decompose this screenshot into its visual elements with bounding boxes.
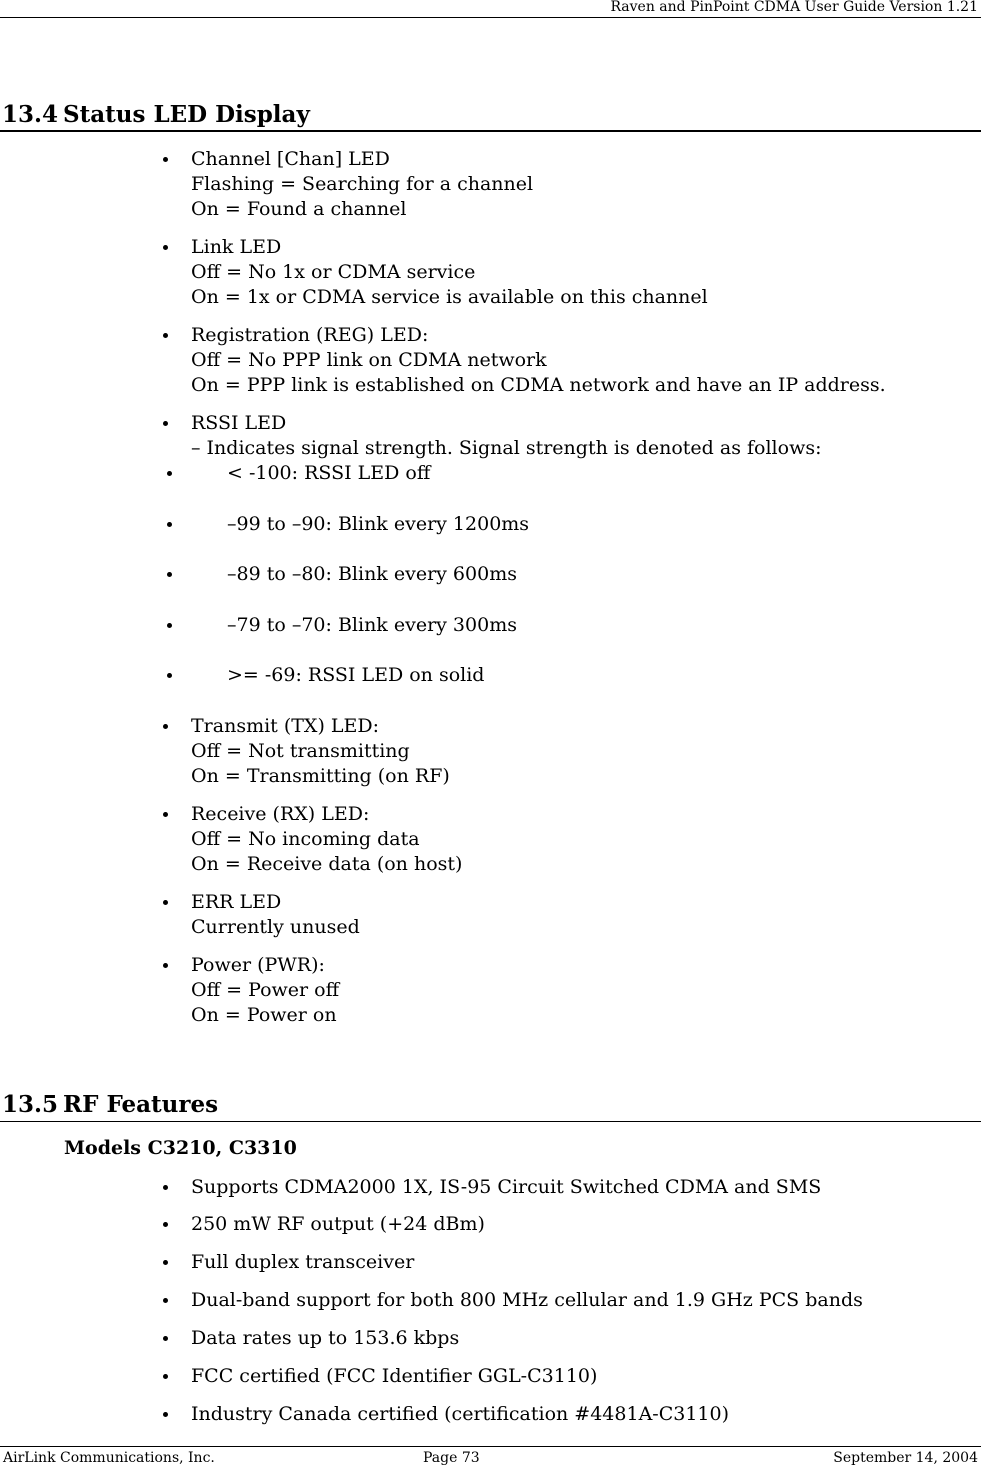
list-item: Industry Canada certified (certification #4481A-C3110) (191, 1403, 730, 1425)
section-number: 13.5 (2, 1091, 59, 1118)
list-item: Dual-band support for both 800 MHz cellular and 1.9 GHz PCS bands (191, 1289, 863, 1311)
list-item-line: ERR LED (191, 891, 282, 913)
list-item-line: – Indicates signal strength. Signal strength is denoted as follows: (191, 437, 822, 459)
list-item-line: Transmit (TX) LED: (191, 715, 380, 737)
list-item-line: On = Receive data (on host) (191, 853, 463, 875)
section-title: RF Features (63, 1091, 219, 1118)
list-item-line: RSSI LED (191, 412, 287, 434)
footer-company: AirLink Communications, Inc. (3, 1450, 215, 1466)
sub-list-item: –99 to –90: Blink every 1200ms (227, 513, 530, 535)
list-item-line: Off = No incoming data (191, 828, 420, 850)
section-13-4-heading (0, 102, 981, 132)
list-item: Data rates up to 153.6 kbps (191, 1327, 460, 1349)
section-13-5-heading (0, 1092, 981, 1122)
header-text: Raven and PinPoint CDMA User Guide Version 1.21 (610, 0, 978, 15)
list-item-line: Off = No 1x or CDMA service (191, 261, 476, 283)
list-item-line: Off = Not transmitting (191, 740, 410, 762)
section-title: Status LED Display (63, 101, 310, 128)
page-footer (0, 1446, 981, 1471)
list-item-line: On = 1x or CDMA service is available on this channel (191, 286, 708, 308)
list-item-line: Receive (RX) LED: (191, 803, 370, 825)
list-item: Full duplex transceiver (191, 1251, 415, 1273)
list-item-line: Currently unused (191, 916, 360, 938)
list-item-line: Link LED (191, 236, 282, 258)
page-header (0, 0, 981, 18)
models-subheading: Models C3210, C3310 (64, 1137, 297, 1159)
footer-date: September 14, 2004 (833, 1450, 978, 1466)
list-item-line: Power (PWR): (191, 954, 325, 976)
sub-list-item: < -100: RSSI LED off (227, 462, 431, 484)
sub-list-item: >= -69: RSSI LED on solid (227, 664, 485, 686)
list-item: FCC certified (FCC Identifier GGL-C3110) (191, 1365, 598, 1387)
list-item-line: Off = No PPP link on CDMA network (191, 349, 547, 371)
list-item-line: On = Found a channel (191, 198, 407, 220)
list-item-line: Off = Power off (191, 979, 340, 1001)
list-item-line: On = Transmitting (on RF) (191, 765, 450, 787)
list-item-line: Channel [Chan] LED (191, 148, 390, 170)
list-item-line: On = PPP link is established on CDMA network and have an IP address. (191, 374, 886, 396)
footer-page-number: Page 73 (423, 1450, 480, 1466)
sub-list-item: –79 to –70: Blink every 300ms (227, 614, 517, 636)
list-item: 250 mW RF output (+24 dBm) (191, 1213, 485, 1235)
list-item-line: Flashing = Searching for a channel (191, 173, 534, 195)
section-number: 13.4 (2, 101, 59, 128)
list-item: Supports CDMA2000 1X, IS-95 Circuit Switched CDMA and SMS (191, 1176, 822, 1198)
list-item-line: On = Power on (191, 1004, 337, 1026)
list-item-line: Registration (REG) LED: (191, 324, 429, 346)
sub-list-item: –89 to –80: Blink every 600ms (227, 563, 517, 585)
